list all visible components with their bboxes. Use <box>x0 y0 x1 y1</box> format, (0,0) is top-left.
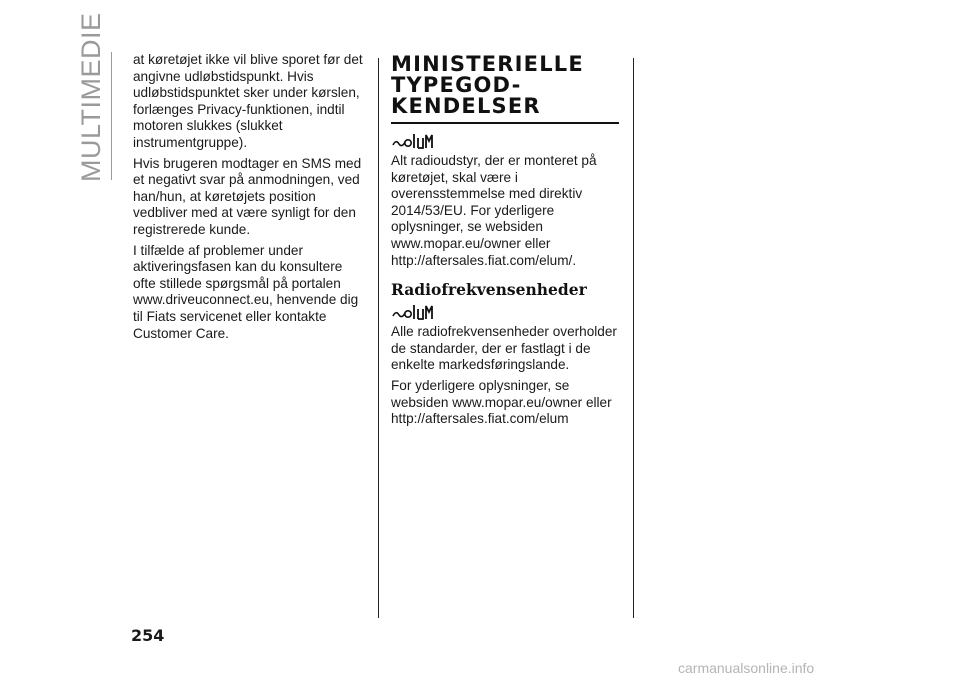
right-column <box>391 52 626 432</box>
section-title-line: KENDELSER <box>391 94 541 118</box>
column-divider <box>378 58 379 618</box>
section-label-text: MULTIMEDIE <box>76 12 106 182</box>
column-divider <box>633 58 634 618</box>
watermark: carmanualsonline.info <box>678 660 815 676</box>
section-label <box>72 12 112 182</box>
body-paragraph: Alt radioudstyr, der er monteret på køretøjet, skal være i overensstemmelse med direktiv 2014/53/EU. For yderligere oplysninger, se websiden www.mopar.eu/owner eller http://aftersales.fiat.com/elum/. <box>391 153 597 268</box>
page-number: 254 <box>131 626 165 645</box>
elum-badge-icon <box>391 302 435 322</box>
body-paragraph: Alle radiofrekvensenheder overholder de standarder, der er fastlagt i de enkelte markedsføringslande. <box>391 324 617 373</box>
title-underline <box>391 122 619 124</box>
body-paragraph: For yderligere oplysninger, se websiden www.mopar.eu/owner eller http://aftersales.fiat.com/elum <box>391 377 612 427</box>
subsection-title: Radiofrekvensenheder <box>391 280 587 300</box>
body-paragraph: Hvis brugeren modtager en SMS med et negativt svar på anmodningen, ved han/hun, at køretøjets position vedbliver med at være synligt for den registrerede kunde. <box>133 155 362 237</box>
elum-badge-icon <box>391 131 435 151</box>
body-paragraph: at køretøjet ikke vil blive sporet før det angivne udløbstidspunkt. Hvis udløbstidspunktet sker under kørslen, forlænges Privacy-funktionen, indtil motoren slukkes (slukket instrumentgruppe). <box>133 52 363 150</box>
section-divider <box>111 52 112 180</box>
section-title-line: MINISTERIELLE <box>391 52 584 76</box>
section-title <box>391 54 626 117</box>
section-title-line: TYPEGOD- <box>391 73 522 97</box>
left-column <box>133 52 368 346</box>
body-paragraph: I tilfælde af problemer under aktiveringsfasen kan du konsultere ofte stillede spørgsmål på portalen www.driveuconnect.eu, henvende dig til Fiats servicenet eller kontakte Customer Care. <box>133 242 359 341</box>
